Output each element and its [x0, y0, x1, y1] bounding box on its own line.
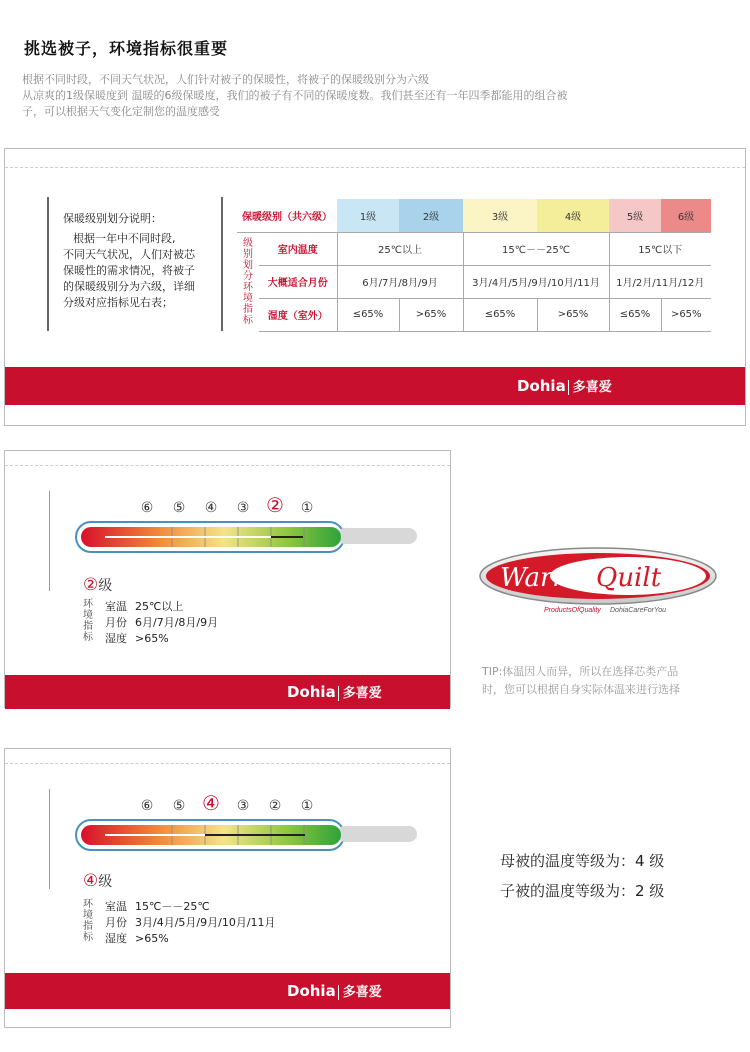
environment-info [83, 599, 283, 649]
table-cell: >65% [661, 298, 711, 331]
table-cell: 25℃以上 [337, 232, 463, 265]
level-4-card [4, 748, 451, 1028]
table-row [237, 232, 711, 265]
thermometer-icon [75, 517, 420, 557]
level-3-cell: 3级 [463, 199, 537, 232]
logo-word-warm: Warm [500, 563, 578, 593]
level-1-cell: 1级 [337, 199, 399, 232]
brand-zh: 多喜爱 [568, 380, 612, 395]
scale-mark: ⑥ [140, 798, 154, 814]
scale-mark-active: ④ [202, 791, 220, 815]
info-row [105, 915, 276, 931]
level-number: ④ [83, 871, 99, 891]
level-6-cell: 6级 [661, 199, 711, 232]
explanation-line: 分级对应指标见右表； [63, 296, 173, 309]
scale-mark: ⑤ [172, 500, 186, 516]
level-scale [131, 791, 323, 815]
summary-line: 母被的温度等级为：4 级 [500, 852, 665, 870]
info-label: 湿度 [105, 632, 127, 645]
level-suffix: 级 [98, 578, 113, 594]
level-number: ② [83, 575, 99, 595]
row-label: 室内温度 [259, 232, 337, 265]
table-cell: 1月/2月/11月/12月 [609, 265, 711, 298]
warmquilt-logo [478, 544, 718, 616]
info-row [105, 899, 276, 915]
info-value: 25℃以上 [135, 600, 184, 613]
warmth-level-table [237, 199, 711, 332]
summary-line: 子被的温度等级为：2 级 [500, 882, 665, 900]
explanation-line: 根据一年中不同时段, [73, 232, 176, 245]
summary [500, 846, 664, 906]
explanation-line: 保暖性的需求情况，将被子 [63, 264, 195, 277]
brand-latin: Dohia [287, 683, 336, 701]
info-value: >65% [135, 632, 169, 645]
info-value: 6月/7月/8月/9月 [135, 616, 219, 629]
explanation-heading: 保暖级别划分说明： [63, 212, 162, 225]
scale-mark: ① [300, 798, 314, 814]
table-header-row [237, 199, 711, 232]
table-cell: ≤65% [337, 298, 399, 331]
divider [49, 789, 50, 889]
divider [5, 465, 450, 466]
scale-mark: ③ [236, 798, 250, 814]
divider [221, 197, 223, 331]
intro-line: 根据不同时段，不同天气状况，人们针对被子的保暖性，将被子的保暖级别分为六级 [22, 73, 429, 86]
tip-text [482, 663, 732, 699]
side-label: 环 境 指 标 [83, 899, 93, 943]
info-label: 湿度 [105, 932, 127, 945]
header-label: 保暖级别（共六级） [237, 199, 337, 232]
intro-text [22, 72, 702, 120]
side-label: 环 境 指 标 [83, 599, 93, 643]
level-4-cell: 4级 [537, 199, 609, 232]
table-row [237, 265, 711, 298]
divider [49, 491, 50, 591]
brand-band [5, 367, 745, 405]
brand-latin: Dohia [517, 377, 566, 395]
brand-zh: 多喜爱 [338, 686, 382, 701]
intro-line: 从凉爽的1级保暖度到 温暖的6级保暖度，我们的被子有不同的保暖度数。我们甚至还有一年四季都能用的组合被 [22, 89, 568, 102]
info-label: 月份 [105, 616, 127, 629]
info-value: 15℃－－25℃ [135, 900, 210, 913]
scale-mark: ④ [204, 500, 218, 516]
explanation-line: 不同天气状况，人们对被芯 [63, 248, 195, 261]
thermometer-icon [75, 815, 420, 855]
scale-mark: ① [300, 500, 314, 516]
info-label: 室温 [105, 900, 127, 913]
row-label: 湿度（室外） [259, 298, 337, 331]
brand-latin: Dohia [287, 982, 336, 1000]
brand-logo [287, 682, 382, 701]
table-cell: >65% [537, 298, 609, 331]
scale-mark: ⑤ [172, 798, 186, 814]
table-cell: ≤65% [609, 298, 661, 331]
logo-tag: DohiaCareForYou [610, 607, 667, 614]
level-title [83, 575, 112, 595]
info-value: >65% [135, 932, 169, 945]
table-cell: ≤65% [463, 298, 537, 331]
divider [5, 763, 450, 764]
scale-mark: ⑥ [140, 500, 154, 516]
level-title [83, 871, 112, 891]
logo-word-quilt: Quilt [596, 563, 662, 593]
explanation-block [47, 197, 220, 331]
table-row [237, 298, 711, 331]
row-label: 大概适合月份 [259, 265, 337, 298]
level-5-cell: 5级 [609, 199, 661, 232]
table-cell: 6月/7月/8月/9月 [337, 265, 463, 298]
side-label: 级 别 划 分 环 境 指 标 [243, 237, 253, 326]
brand-logo [517, 376, 612, 395]
level-2-cell: 2级 [399, 199, 463, 232]
scale-mark: ③ [236, 500, 250, 516]
info-value: 3月/4月/5月/9月/10月/11月 [135, 916, 276, 929]
info-row [105, 615, 218, 631]
warmth-level-panel [4, 148, 746, 426]
brand-zh: 多喜爱 [338, 985, 382, 1000]
scale-mark: ② [268, 798, 282, 814]
info-row [105, 599, 218, 615]
scale-mark-active: ② [266, 493, 284, 517]
intro-line: 子，可以根据天气变化定制您的温度感受 [22, 105, 220, 118]
divider [5, 167, 745, 168]
info-row [105, 931, 276, 947]
level-suffix: 级 [98, 874, 113, 890]
table-cell: >65% [399, 298, 463, 331]
tip-line: TIP:体温因人而异，所以在选择芯类产品 [482, 665, 679, 678]
environment-info [83, 899, 303, 949]
table-cell: 3月/4月/5月/9月/10月/11月 [463, 265, 609, 298]
level-scale [131, 493, 323, 517]
table-cell: 15℃以下 [609, 232, 711, 265]
info-label: 室温 [105, 600, 127, 613]
page-title: 挑选被子，环境指标很重要 [24, 39, 229, 58]
info-label: 月份 [105, 916, 127, 929]
brand-logo [287, 981, 382, 1000]
table-cell: 15℃－－25℃ [463, 232, 609, 265]
logo-tag: ProductsOfQuality [544, 607, 601, 614]
explanation-line: 的保暖级别分为六级，详细 [63, 280, 195, 293]
brand-band [5, 973, 450, 1009]
info-row [105, 631, 218, 647]
brand-band [5, 675, 450, 709]
tip-line: 时，您可以根据自身实际体温来进行选择 [482, 683, 680, 696]
level-2-card [4, 450, 451, 708]
